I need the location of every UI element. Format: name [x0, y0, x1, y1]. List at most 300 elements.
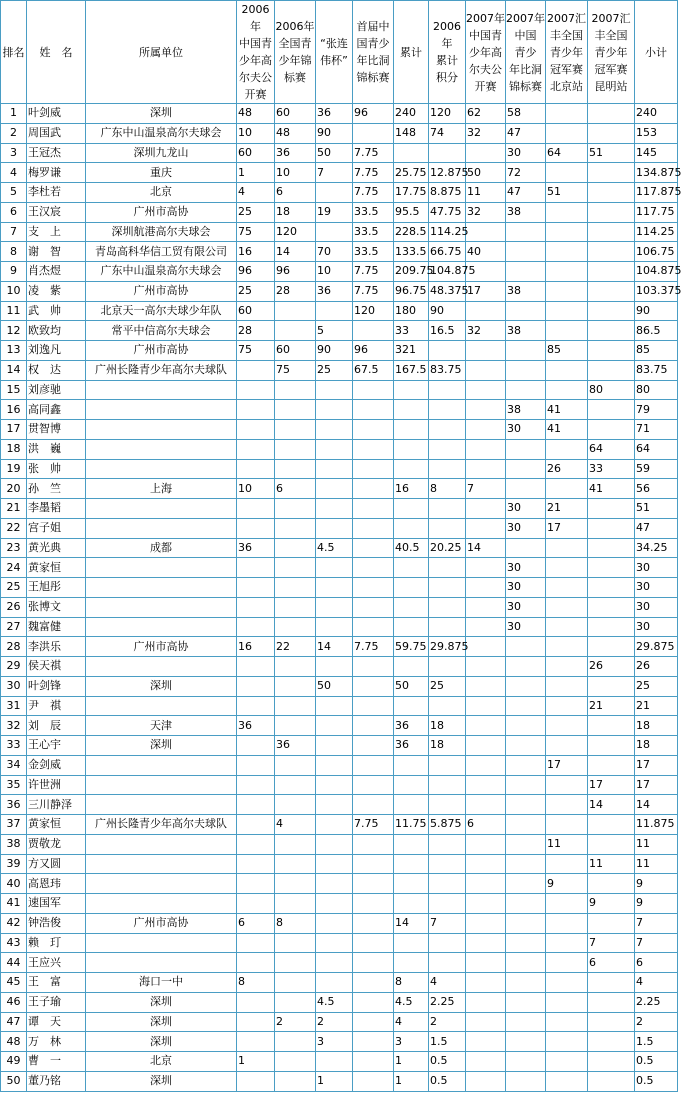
score-hsbc-beijing — [546, 973, 588, 993]
subtotal-cell: 0.5 — [635, 1052, 678, 1072]
cumulative-cell: 50 — [394, 676, 429, 696]
header-line: 少年高 — [239, 54, 272, 67]
score-hsbc-beijing — [546, 657, 588, 677]
points-2006-cell: 114.25 — [429, 222, 466, 242]
rank-cell: 39 — [1, 854, 27, 874]
header-line: 2006年 — [433, 20, 461, 50]
score-first-matchplay — [353, 321, 394, 341]
score-2006-national: 48 — [275, 123, 316, 143]
table-row — [1, 597, 678, 617]
points-2006-cell — [429, 755, 466, 775]
unit-cell — [86, 657, 237, 677]
unit-cell — [86, 459, 237, 479]
score-hsbc-beijing — [546, 736, 588, 756]
table-row — [1, 755, 678, 775]
cumulative-cell: 59.75 — [394, 637, 429, 657]
score-first-matchplay — [353, 933, 394, 953]
score-hsbc-kunming — [588, 420, 635, 440]
score-zhang-cup: 50 — [316, 676, 353, 696]
score-2006-open: 25 — [237, 281, 275, 301]
score-2007-open — [466, 558, 506, 578]
score-2007-matchplay — [506, 1032, 546, 1052]
score-2007-matchplay — [506, 834, 546, 854]
name-cell: 李墨韬 — [27, 499, 86, 519]
score-2006-national: 28 — [275, 281, 316, 301]
score-2006-national: 10 — [275, 163, 316, 183]
score-hsbc-kunming — [588, 558, 635, 578]
score-2006-open — [237, 360, 275, 380]
score-hsbc-kunming: 64 — [588, 439, 635, 459]
score-2007-matchplay — [506, 676, 546, 696]
rank-cell: 44 — [1, 953, 27, 973]
table-row — [1, 281, 678, 301]
cumulative-cell: 33 — [394, 321, 429, 341]
score-zhang-cup — [316, 459, 353, 479]
score-hsbc-kunming — [588, 1052, 635, 1072]
score-first-matchplay — [353, 518, 394, 538]
score-2007-matchplay — [506, 1012, 546, 1032]
name-cell: 梅罗谦 — [27, 163, 86, 183]
score-2006-open: 16 — [237, 637, 275, 657]
cumulative-cell: 95.5 — [394, 202, 429, 222]
score-2006-open — [237, 1012, 275, 1032]
score-first-matchplay — [353, 479, 394, 499]
cumulative-cell — [394, 617, 429, 637]
score-zhang-cup — [316, 1052, 353, 1072]
score-2007-matchplay: 30 — [506, 499, 546, 519]
header-line: 冠军赛 — [594, 62, 628, 76]
score-2007-matchplay — [506, 1071, 546, 1091]
subtotal-cell: 51 — [635, 499, 678, 519]
points-2006-cell — [429, 953, 466, 973]
name-cell: 速国军 — [27, 894, 86, 914]
score-2006-open — [237, 400, 275, 420]
rank-cell: 26 — [1, 597, 27, 617]
cumulative-cell: 180 — [394, 301, 429, 321]
points-2006-cell: 20.25 — [429, 538, 466, 558]
score-hsbc-beijing — [546, 953, 588, 973]
rank-cell: 9 — [1, 262, 27, 282]
score-2006-national — [275, 755, 316, 775]
name-cell: 王应兴 — [27, 953, 86, 973]
rank-cell: 15 — [1, 380, 27, 400]
score-zhang-cup — [316, 815, 353, 835]
cumulative-cell — [394, 933, 429, 953]
score-zhang-cup: 10 — [316, 262, 353, 282]
score-zhang-cup — [316, 597, 353, 617]
score-2007-matchplay — [506, 380, 546, 400]
score-zhang-cup: 14 — [316, 637, 353, 657]
score-2007-matchplay — [506, 696, 546, 716]
points-2006-cell: 104.875 — [429, 262, 466, 282]
rank-cell: 2 — [1, 123, 27, 143]
unit-cell — [86, 894, 237, 914]
score-2006-open: 75 — [237, 341, 275, 361]
subtotal-cell: 9 — [635, 894, 678, 914]
name-cell: 叶剑威 — [27, 104, 86, 124]
rank-cell: 3 — [1, 143, 27, 163]
table-row — [1, 1032, 678, 1052]
score-2007-matchplay — [506, 755, 546, 775]
score-first-matchplay — [353, 736, 394, 756]
score-2007-open: 50 — [466, 163, 506, 183]
score-2007-matchplay — [506, 854, 546, 874]
table-row — [1, 657, 678, 677]
name-cell: 刘逸凡 — [27, 341, 86, 361]
score-zhang-cup — [316, 716, 353, 736]
header-line: 锦标赛 — [356, 71, 390, 84]
points-2006-cell: 2.25 — [429, 992, 466, 1012]
score-first-matchplay — [353, 459, 394, 479]
name-cell: 金剑威 — [27, 755, 86, 775]
unit-cell — [86, 834, 237, 854]
points-2006-cell — [429, 854, 466, 874]
score-hsbc-kunming — [588, 1071, 635, 1091]
name-cell: 刘彦驰 — [27, 380, 86, 400]
score-2007-matchplay — [506, 459, 546, 479]
cumulative-cell — [394, 420, 429, 440]
score-first-matchplay — [353, 123, 394, 143]
score-hsbc-kunming — [588, 617, 635, 637]
rank-cell: 20 — [1, 479, 27, 499]
header-2007-hsbc-kunming — [588, 1, 635, 104]
score-first-matchplay — [353, 755, 394, 775]
table-body — [1, 104, 682, 1092]
table-row — [1, 854, 678, 874]
cumulative-cell — [394, 518, 429, 538]
score-2006-open — [237, 953, 275, 973]
subtotal-cell: 59 — [635, 459, 678, 479]
score-hsbc-beijing — [546, 676, 588, 696]
unit-cell: 常平中信高尔夫球会 — [86, 321, 237, 341]
name-cell: 三川静泽 — [27, 795, 86, 815]
points-2006-cell — [429, 380, 466, 400]
score-hsbc-kunming: 6 — [588, 953, 635, 973]
unit-cell: 广州长隆青少年高尔夫球队 — [86, 360, 237, 380]
subtotal-cell: 30 — [635, 558, 678, 578]
rank-cell: 48 — [1, 1032, 27, 1052]
score-hsbc-kunming: 7 — [588, 933, 635, 953]
score-2006-national — [275, 558, 316, 578]
cumulative-cell — [394, 143, 429, 163]
score-2007-open: 11 — [466, 183, 506, 203]
score-2007-matchplay — [506, 992, 546, 1012]
score-2006-open — [237, 518, 275, 538]
subtotal-cell: 117.875 — [635, 183, 678, 203]
score-zhang-cup: 70 — [316, 242, 353, 262]
unit-cell — [86, 795, 237, 815]
table-row — [1, 617, 678, 637]
unit-cell — [86, 518, 237, 538]
table-row — [1, 538, 678, 558]
subtotal-cell: 83.75 — [635, 360, 678, 380]
score-hsbc-beijing — [546, 637, 588, 657]
table-row — [1, 578, 678, 598]
score-2006-national — [275, 775, 316, 795]
header-line: 2006年 — [275, 20, 315, 33]
score-2007-matchplay — [506, 538, 546, 558]
score-2007-matchplay: 38 — [506, 281, 546, 301]
score-2007-matchplay: 38 — [506, 321, 546, 341]
score-zhang-cup: 36 — [316, 104, 353, 124]
score-hsbc-beijing — [546, 538, 588, 558]
name-cell: 宫子姐 — [27, 518, 86, 538]
rank-cell: 4 — [1, 163, 27, 183]
cumulative-cell — [394, 578, 429, 598]
score-hsbc-beijing — [546, 1012, 588, 1032]
unit-cell: 北京 — [86, 183, 237, 203]
score-first-matchplay — [353, 439, 394, 459]
cumulative-cell — [394, 459, 429, 479]
header-line: 积分 — [436, 71, 458, 84]
table-row — [1, 143, 678, 163]
score-hsbc-beijing — [546, 281, 588, 301]
rank-cell: 33 — [1, 736, 27, 756]
score-zhang-cup — [316, 439, 353, 459]
points-2006-cell: 0.5 — [429, 1052, 466, 1072]
table-row — [1, 202, 678, 222]
cumulative-cell: 240 — [394, 104, 429, 124]
score-2006-national — [275, 578, 316, 598]
score-zhang-cup — [316, 755, 353, 775]
score-first-matchplay — [353, 657, 394, 677]
score-2007-open: 14 — [466, 538, 506, 558]
subtotal-cell: 30 — [635, 578, 678, 598]
score-2006-national: 8 — [275, 913, 316, 933]
score-hsbc-kunming — [588, 262, 635, 282]
score-2006-national — [275, 894, 316, 914]
points-2006-cell: 1.5 — [429, 1032, 466, 1052]
score-first-matchplay: 33.5 — [353, 242, 394, 262]
rank-cell: 6 — [1, 202, 27, 222]
score-2006-open — [237, 1032, 275, 1052]
score-first-matchplay: 67.5 — [353, 360, 394, 380]
subtotal-cell: 47 — [635, 518, 678, 538]
rank-cell: 1 — [1, 104, 27, 124]
score-2006-open — [237, 676, 275, 696]
score-zhang-cup — [316, 420, 353, 440]
table-row — [1, 262, 678, 282]
score-2007-matchplay: 30 — [506, 617, 546, 637]
score-hsbc-kunming — [588, 874, 635, 894]
score-2007-open — [466, 301, 506, 321]
table-row — [1, 736, 678, 756]
rank-cell: 7 — [1, 222, 27, 242]
table-row — [1, 676, 678, 696]
score-zhang-cup — [316, 657, 353, 677]
subtotal-cell: 80 — [635, 380, 678, 400]
score-2006-national — [275, 400, 316, 420]
unit-cell: 广州市高协 — [86, 281, 237, 301]
header-line: 年比洞 — [356, 54, 390, 67]
score-hsbc-kunming: 11 — [588, 854, 635, 874]
name-cell: 魏富健 — [27, 617, 86, 637]
score-zhang-cup — [316, 854, 353, 874]
score-2006-national — [275, 301, 316, 321]
score-hsbc-kunming — [588, 834, 635, 854]
score-first-matchplay — [353, 499, 394, 519]
name-cell: 高同鑫 — [27, 400, 86, 420]
score-2006-national — [275, 657, 316, 677]
score-hsbc-kunming — [588, 301, 635, 321]
table-row — [1, 341, 678, 361]
rank-cell: 46 — [1, 992, 27, 1012]
rank-cell: 23 — [1, 538, 27, 558]
header-line: “张连 — [320, 37, 348, 50]
score-hsbc-kunming — [588, 1012, 635, 1032]
table-row — [1, 400, 678, 420]
name-cell: 高恩玮 — [27, 874, 86, 894]
unit-cell — [86, 854, 237, 874]
score-2007-matchplay — [506, 973, 546, 993]
table-row — [1, 913, 678, 933]
cumulative-cell: 1 — [394, 1071, 429, 1091]
name-cell: 方又圆 — [27, 854, 86, 874]
cumulative-cell — [394, 894, 429, 914]
score-2007-matchplay — [506, 242, 546, 262]
table-row — [1, 479, 678, 499]
table-row — [1, 1052, 678, 1072]
cumulative-cell — [394, 558, 429, 578]
score-zhang-cup: 90 — [316, 341, 353, 361]
rank-cell: 31 — [1, 696, 27, 716]
score-2006-open: 48 — [237, 104, 275, 124]
points-2006-cell: 47.75 — [429, 202, 466, 222]
score-zhang-cup — [316, 499, 353, 519]
score-first-matchplay: 96 — [353, 341, 394, 361]
table-row — [1, 163, 678, 183]
name-cell: 许世洲 — [27, 775, 86, 795]
rank-cell: 17 — [1, 420, 27, 440]
score-hsbc-kunming — [588, 360, 635, 380]
subtotal-cell: 71 — [635, 420, 678, 440]
unit-cell: 深圳九龙山 — [86, 143, 237, 163]
subtotal-cell: 26 — [635, 657, 678, 677]
header-2007-matchplay — [506, 1, 546, 104]
points-2006-cell — [429, 775, 466, 795]
score-first-matchplay: 96 — [353, 104, 394, 124]
rank-cell: 50 — [1, 1071, 27, 1091]
score-first-matchplay — [353, 1012, 394, 1032]
score-hsbc-beijing — [546, 163, 588, 183]
subtotal-cell: 11 — [635, 854, 678, 874]
rank-cell: 16 — [1, 400, 27, 420]
name-cell: 尹 祺 — [27, 696, 86, 716]
unit-cell: 深圳 — [86, 1071, 237, 1091]
score-2007-open — [466, 657, 506, 677]
unit-cell — [86, 933, 237, 953]
subtotal-cell: 29.875 — [635, 637, 678, 657]
score-hsbc-kunming — [588, 242, 635, 262]
score-2007-open — [466, 834, 506, 854]
score-2007-matchplay: 47 — [506, 123, 546, 143]
score-2006-national: 75 — [275, 360, 316, 380]
subtotal-cell: 90 — [635, 301, 678, 321]
unit-cell — [86, 558, 237, 578]
cumulative-cell: 25.75 — [394, 163, 429, 183]
score-zhang-cup — [316, 696, 353, 716]
name-cell: 王冠杰 — [27, 143, 86, 163]
score-zhang-cup — [316, 775, 353, 795]
score-hsbc-beijing — [546, 123, 588, 143]
score-first-matchplay: 7.75 — [353, 163, 394, 183]
subtotal-cell: 17 — [635, 755, 678, 775]
header-line: 少年锦 — [278, 54, 312, 67]
score-2006-national — [275, 834, 316, 854]
score-hsbc-kunming: 33 — [588, 459, 635, 479]
score-2007-open — [466, 973, 506, 993]
score-2006-open: 96 — [237, 262, 275, 282]
table-row — [1, 1012, 678, 1032]
subtotal-cell: 134.875 — [635, 163, 678, 183]
score-hsbc-kunming — [588, 676, 635, 696]
table-row — [1, 795, 678, 815]
unit-cell: 青岛高科华信工贸有限公司 — [86, 242, 237, 262]
score-hsbc-kunming: 21 — [588, 696, 635, 716]
rank-cell: 5 — [1, 183, 27, 203]
score-2006-open — [237, 1071, 275, 1091]
score-zhang-cup — [316, 874, 353, 894]
name-cell: 张 帅 — [27, 459, 86, 479]
score-hsbc-beijing — [546, 222, 588, 242]
table-row — [1, 459, 678, 479]
name-cell: 董乃铭 — [27, 1071, 86, 1091]
header-line: 丰全国 — [594, 28, 628, 42]
subtotal-cell: 25 — [635, 676, 678, 696]
cumulative-cell — [394, 380, 429, 400]
score-zhang-cup: 1 — [316, 1071, 353, 1091]
subtotal-cell: 18 — [635, 736, 678, 756]
table-row — [1, 499, 678, 519]
score-zhang-cup: 3 — [316, 1032, 353, 1052]
score-2007-open — [466, 992, 506, 1012]
points-2006-cell: 83.75 — [429, 360, 466, 380]
subtotal-cell: 79 — [635, 400, 678, 420]
subtotal-cell: 240 — [635, 104, 678, 124]
score-first-matchplay: 33.5 — [353, 222, 394, 242]
unit-cell: 广东中山温泉高尔夫球会 — [86, 262, 237, 282]
header-subtotal: 小计 — [635, 1, 678, 104]
score-2006-open: 36 — [237, 716, 275, 736]
score-hsbc-kunming — [588, 321, 635, 341]
unit-cell: 深圳 — [86, 1032, 237, 1052]
cumulative-cell: 133.5 — [394, 242, 429, 262]
unit-cell — [86, 578, 237, 598]
score-2007-open — [466, 459, 506, 479]
points-2006-cell — [429, 439, 466, 459]
score-zhang-cup — [316, 834, 353, 854]
score-zhang-cup: 4.5 — [316, 992, 353, 1012]
score-hsbc-kunming — [588, 400, 635, 420]
points-2006-cell: 48.375 — [429, 281, 466, 301]
points-2006-cell — [429, 933, 466, 953]
score-2007-open — [466, 716, 506, 736]
score-2007-open — [466, 736, 506, 756]
score-2006-national — [275, 597, 316, 617]
score-2006-national: 22 — [275, 637, 316, 657]
score-2006-national — [275, 1071, 316, 1091]
points-2006-cell: 74 — [429, 123, 466, 143]
score-hsbc-beijing — [546, 301, 588, 321]
header-line: 首届中 — [356, 20, 390, 33]
table-row — [1, 696, 678, 716]
unit-cell — [86, 439, 237, 459]
score-first-matchplay: 7.75 — [353, 183, 394, 203]
name-cell: 肖杰煜 — [27, 262, 86, 282]
unit-cell: 深圳 — [86, 104, 237, 124]
score-2007-matchplay — [506, 716, 546, 736]
table-row — [1, 716, 678, 736]
